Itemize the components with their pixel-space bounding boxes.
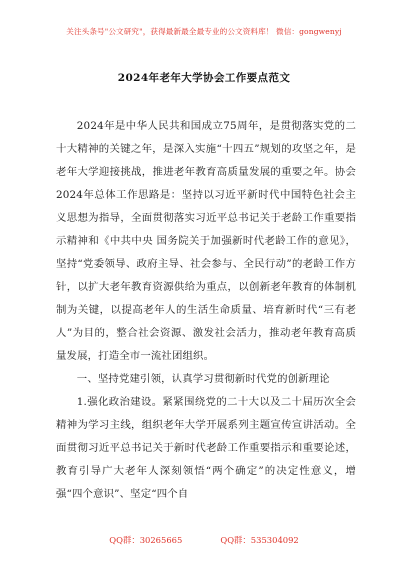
footer-qq-group-2: QQ群：535304092: [220, 535, 299, 545]
document-title: 2024年老年大学协会工作要点范文: [117, 72, 291, 84]
paragraph-intro: 2024年是中华人民共和国成立75周年，是贯彻落实党的二十大精神的关键之年，是深入实施“十四五”规划的攻坚之年，是老年大学迎接挑战，推进老年教育高质量发展的重要之年。协会2024年总体工作思路是：坚持以习近平新时代中国特色社会主义思想为指导，全面贯彻落实习近平总书记关于老龄工作重要指示精神和《中共中央 国务院关于加强新时代老龄工作的意见》，坚持“党委领导、政府主导、社会参与、全民行动”的老龄工作方针，以扩大老年教育资源供给为重点，以创新老年教育的体制机制为关键，以提高老年人的生活生命质量、培育新时代“三有老人”为目的，整合社会资源、激发社会活力，推动老年教育高质量发展，打造全市一流社团组织。: [56, 120, 356, 362]
header-note: 关注头条号"公文研究"，获得最新最全最专业的公文资料库！ 微信：gongwenyj: [66, 27, 342, 36]
section-heading-1: 一、坚持党建引领，认真学习贯彻新时代党的创新理论: [76, 373, 330, 385]
document-body: [56, 115, 356, 506]
footer-qq-group-1: QQ群：30265665: [109, 535, 183, 545]
paragraph-item-1: 1.强化政治建设。紧紧围绕党的二十大以及二十届历次全会精神为学习主线，组织老年大学开展系列主题宣传宣讲活动。全面贯彻习近平总书记关于新时代老龄工作重要指示和重要论述，教育引导广大老年人深刻领悟“两个确定”的决定性意义，增强“四个意识”、坚定“四个自: [56, 396, 356, 500]
footer-contact: [0, 534, 408, 546]
